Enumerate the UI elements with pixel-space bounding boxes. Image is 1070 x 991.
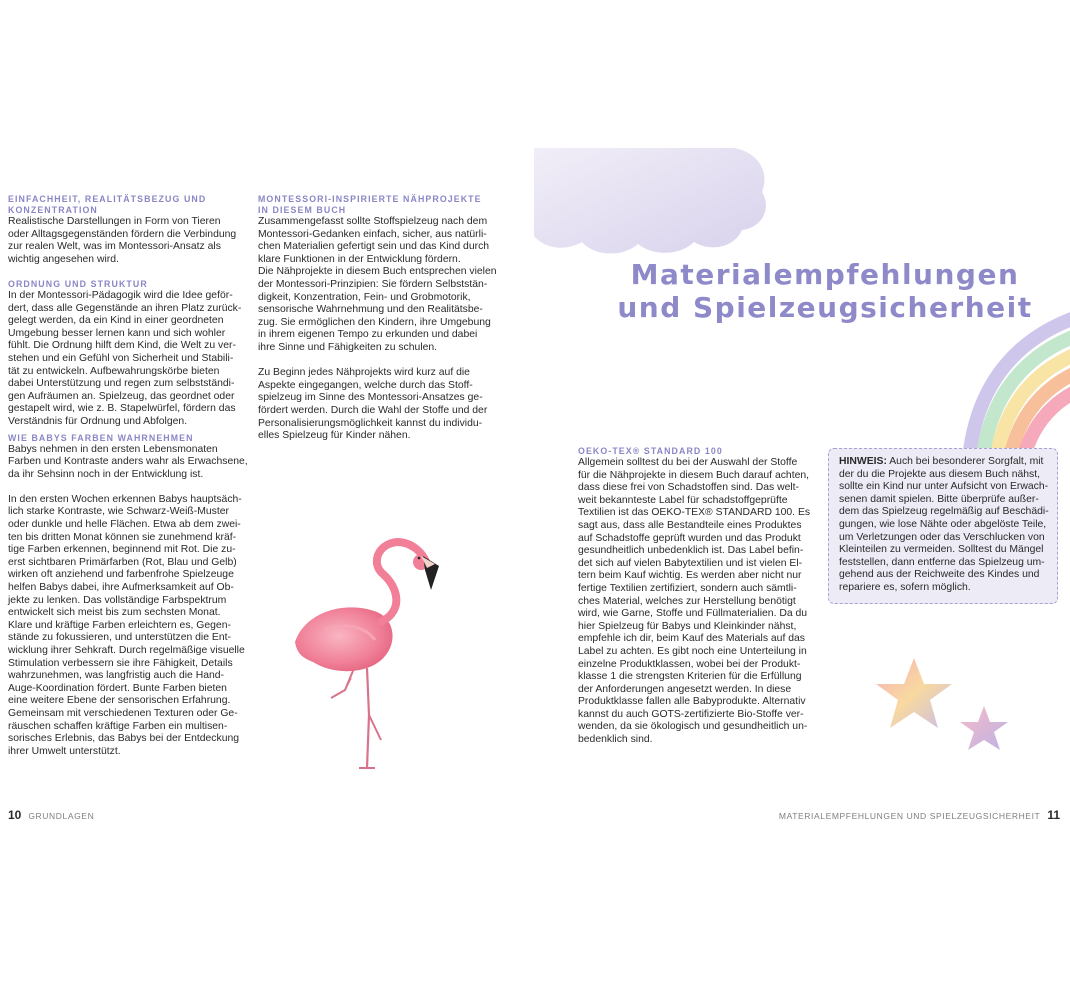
section-text-colors-2: In den ersten Wochen erkennen Babys hauptsäch- lich starke Kontraste, wie Schwarz-Weiß-Muster oder dunkle und helle Flächen. Etwa ab dem zwei- ten bis dritten Monat können sie zunehmend kräf- tige Farben erkennen, beginnend mit Rot. Die zu- erst sichtbaren Primärfarben (Rot, Blau und Gelb) wirken oft anziehend und farbenfrohe Spielzeuge helfen Babys dabei, ihre Aufmerksamkeit auf Ob- jekte zu lenken. Das vollständige Farbspektrum entwickelt sich meist bis zum sechsten Monat. Klare und kräftige Farben erleichtern es, Gegen- stände zu fokussieren, und unterstützen die Ent- wicklung ihrer Sehkraft. Durch regelmäßige visuelle Stimulation verbessern sie ihre Fähigkeit, Details wahrzunehmen, was langfristig auch die Hand- Auge-Koordination fördert. Bunte Farben bieten eine weitere Ebene der sensorischen Erfahrung. Gemeinsam mit verschiedenen Texturen oder Ge- räuschen schaffen kräftige Farben ein multisen- sorisches Erlebnis, das Babys bei der Entdeckung ihrer Umwelt unterstützt.: [8, 493, 245, 757]
section-text-order: In der Montessori-Pädagogik wird die Idee geför- dert, dass alle Gegenstände an ihren Platz zurück- gelegt werden, da ein Kind in einer geordneten Umgebung besser lernen kann und sich wohler fühlt. Die Ordnung hilft dem Kind, die Welt zu ver- stehen und ein Gefühl von Sicherheit und Stabili- tät zu entwickeln. Aufbewahrungskörbe bieten dabei Unterstützung und regen zum selbstständi- gen Aufräumen an. Spielzeug, das geordnet oder gestapelt wird, wie z. B. Stapelwürfel, fördern das Verständnis für Ordnung und Abfolgen.: [8, 289, 242, 427]
right-column: [578, 446, 818, 759]
section-text-simplicity: Realistische Darstellungen in Form von Tieren oder Alltagsgegenständen fördern die Verbindung zur realen Welt, was im Montessori-Ansatz als wichtig angesehen wird.: [8, 216, 237, 265]
rainbow-illustration: [960, 300, 1070, 450]
page-number-right: 11: [1047, 808, 1060, 822]
flamingo-illustration: [285, 530, 445, 775]
footer-right: [779, 808, 1060, 822]
hint-box: [828, 448, 1058, 604]
section-text-montessori-2: Zu Beginn jedes Nähprojekts wird kurz auf die Aspekte eingegangen, welche durch das Stoff- spielzeug im Sinne des Montessori-Ansatzes ge- fördert werden. Durch die Wahl der Stoffe und der Personalisierungsmöglichkeit kannst du individu- elles Spielzeug für Kinder nähen.: [258, 367, 488, 442]
left-column-1: [8, 194, 248, 771]
hint-label: HINWEIS:: [839, 456, 887, 467]
section-text-oeko-tex: Allgemein solltest du bei der Auswahl der Stoffe für die Nähprojekte in diesem Buch darauf achten, dass diese frei von Schadstoffen sind. Das welt- weit bekannteste Label für schadstoffgeprüfte Textilien ist das OEKO-TEX® STANDARD 100. Es sagt aus, dass alle Bestandteile eines Produktes auf Schadstoffe geprüft wurden und das Produkt gesundheitlich unbedenklich ist. Das Label befin- det sich auf vielen Babytextilien und ist vielen El- tern beim Kauf wichtig. Es werden aber nicht nur fertige Textilien zertifiziert, sondern auch sämtli- ches Material, welches zur Herstellung benötigt wird, wie Garne, Stoffe und Füllmaterialien. Da du hier Spielzeug für Babys und Kleinkinder nähst, empfehle ich dir, beim Kauf des Materials auf das Label zu achten. Es gibt noch eine Unterteilung in einzelne Produktklassen, wobei bei der Produkt- klasse 1 die strengsten Kriterien für die Erfüllung der Anforderungen angesetzt werden. In diese Produktklasse fallen alle Babyprodukte. Alternativ kannst du auch GOTS-zertifizierte Bio-Stoffe ver- wenden, da sie ökologisch und gesundheitlich un- bedenklich sind.: [578, 457, 811, 746]
cloud-illustration: [534, 148, 774, 260]
section-heading-oeko-tex: OEKO-TEX® STANDARD 100: [578, 446, 723, 456]
footer-left: [8, 808, 94, 822]
footer-label-right: MATERIALEMPFEHLUNGEN UND SPIELZEUGSICHERHEIT: [778, 811, 1041, 821]
left-column-2: [258, 194, 498, 455]
hint-text: Auch bei besonderer Sorgfalt, mit der du die Projekte aus diesem Buch nähst, sollte ein Kind nur unter Aufsicht von Erwach- senen damit spielen. Bitte überprüfe außer- dem das Spielzeug regelmäßig auf Beschädi- gungen, wie lose Nähte oder abgelöste Teile, um Verletzungen oder das Verschlucken von Kleinteilen zu vermeiden. Solltest du Mängel feststellen, dann entferne das Spielzeug um- gehend aus der Reichweite des Kindes und repariere es, sofern möglich.: [839, 456, 1049, 593]
section-heading-order: ORDNUNG UND STRUKTUR: [8, 278, 148, 289]
page-title: Materialempfehlungen und Spielzeugsicherheit: [617, 258, 1033, 324]
footer-label-left: GRUNDLAGEN: [28, 811, 95, 821]
section-text-colors-1: Babys nehmen in den ersten Lebensmonaten Farben und Kontraste anders wahr als Erwachsene, da ihr Sehsinn noch in der Entwicklung ist.: [8, 443, 248, 480]
section-heading-montessori-projects: MONTESSORI-INSPIRIERTE NÄHPROJEKTE IN DIESEM BUCH: [258, 194, 482, 215]
section-heading-colors: WIE BABYS FARBEN WAHRNEHMEN: [8, 432, 194, 443]
star-illustration: [872, 652, 1017, 762]
page-number-left: 10: [8, 808, 22, 822]
section-heading-simplicity: EINFACHHEIT, REALITÄTSBEZUG UND KONZENTRATION: [8, 194, 207, 215]
section-text-montessori-1: Zusammengefasst sollte Stoffspielzeug nach dem Montessori-Gedanken einfach, sicher, aus natürli- chen Materialien gefertigt sein und das Kind durch klare Funktionen in der Entwicklung fördern. Die Nähprojekte in diesem Buch entsprechen vielen der Montessori-Prinzipien: Sie fördern Selbststän- digkeit, Konzentration, Fein- und Grobmotorik, sensorische Wahrnehmung und den Realitätsbe- zug. Sie ermöglichen den Kindern, ihre Umgebung in ihrem eigenen Tempo zu erkunden und dabei ihre Sinne und Fähigkeiten zu schulen.: [258, 216, 497, 353]
